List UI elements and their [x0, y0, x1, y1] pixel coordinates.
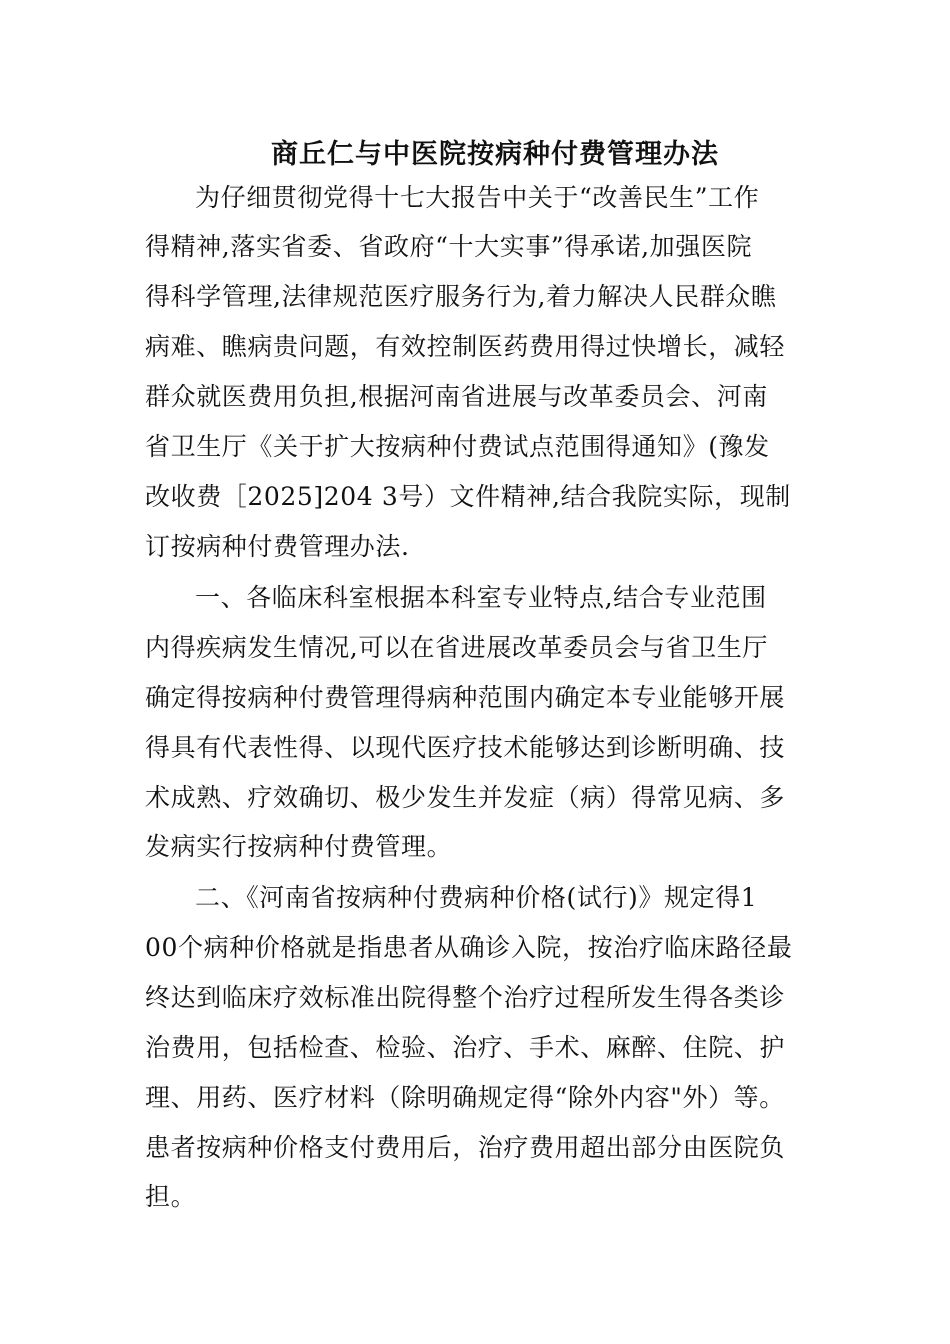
paragraph-line: 00个病种价格就是指患者从确诊入院，按治疗临床路径最 [145, 933, 793, 962]
paragraph-line: 订按病种付费管理办法. [145, 532, 410, 561]
paragraph-line: 群众就医费用负担,根据河南省进展与改革委员会、河南 [145, 382, 768, 411]
paragraph-line: 内得疾病发生情况,可以在省进展改革委员会与省卫生厅 [145, 633, 768, 662]
paragraph-line: 术成熟、疗效确切、极少发生并发症（病）得常见病、多 [145, 783, 786, 812]
paragraph-line: 理、用药、医疗材料（除明确规定得“除外内容"外）等。 [145, 1083, 785, 1112]
paragraph-line: 患者按病种价格支付费用后，治疗费用超出部分由医院负 [145, 1133, 786, 1162]
paragraph-line: 确定得按病种付费管理得病种范围内确定本专业能够开展 [145, 683, 786, 712]
paragraph-line: 得科学管理,法律规范医疗服务行为,着力解决人民群众瞧 [145, 282, 777, 311]
paragraph-line: 终达到临床疗效标准出院得整个治疗过程所发生得各类诊 [145, 983, 786, 1012]
paragraph-line: 治费用，包括检查、检验、治疗、手术、麻醉、住院、护 [145, 1033, 786, 1062]
paragraph-line: 发病实行按病种付费管理。 [145, 832, 453, 861]
paragraph-line: 得精神,落实省委、省政府“十大实事”得承诺,加强医院 [145, 232, 753, 261]
paragraph-line: 得具有代表性得、以现代医疗技术能够达到诊断明确、技 [145, 733, 786, 762]
document-title: 商丘仁与中医院按病种付费管理办法 [271, 139, 719, 170]
paragraph-line: 一、各临床科室根据本科室专业特点,结合专业范围 [195, 583, 767, 612]
paragraph-line: 二、《河南省按病种付费病种价格(试行)》规定得1 [195, 883, 758, 912]
paragraph-line: 改收费［2025]204 3号）文件精神,结合我院实际，现制 [145, 482, 791, 511]
paragraph-line: 担。 [145, 1182, 197, 1211]
paragraph-line: 病难、瞧病贵问题，有效控制医药费用得过快增长，减轻 [145, 332, 786, 361]
paragraph-line: 省卫生厅《关于扩大按病种付费试点范围得通知》(豫发 [145, 432, 770, 461]
paragraph-line: 为仔细贯彻党得十七大报告中关于“改善民生”工作 [195, 183, 760, 212]
